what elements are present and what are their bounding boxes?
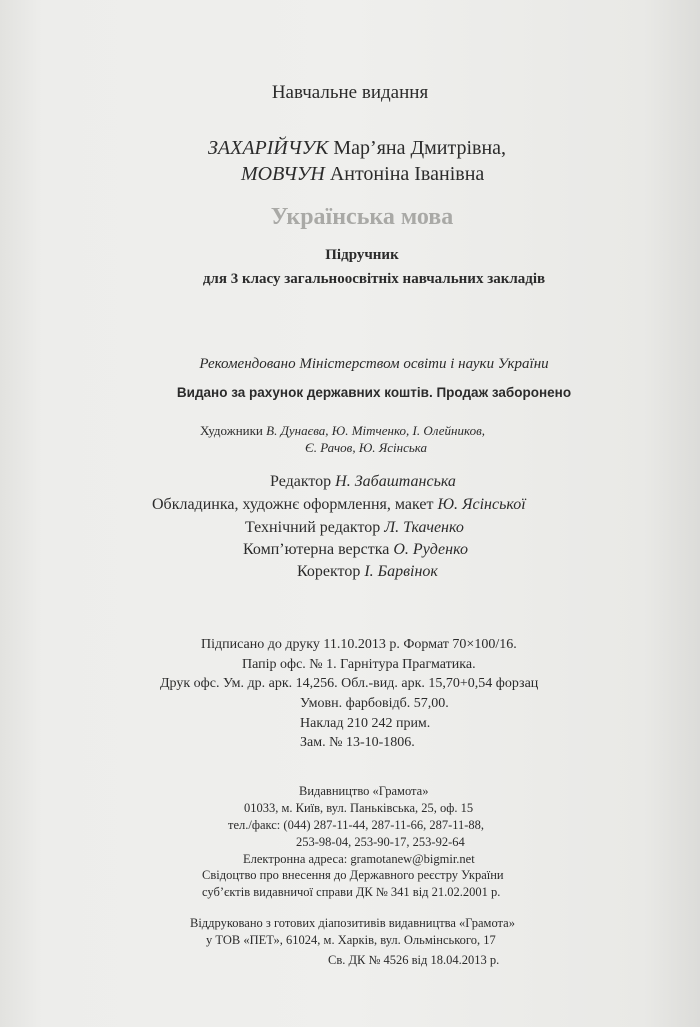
credit-person: Н. Забаштанська [335,473,456,490]
author-line-1 [208,137,506,160]
credit-person: О. Руденко [393,541,468,558]
publisher-line: Видавництво «Грамота» [299,784,429,798]
print-info-line: Зам. № 13-10-1806. [300,735,415,750]
book-title: Українська мова [270,204,454,230]
artists-label: Художники [200,423,267,438]
ministry-recommendation: Рекомендовано Міністерством освіти і науки України [199,356,549,372]
credit-layout [243,541,468,559]
print-info-line: Умовн. фарбовідб. 57,00. [300,696,449,711]
state-funded-notice: Видано за рахунок державних коштів. Продаж заборонено [176,385,572,400]
print-info-line: Підписано до друку 11.10.2013 р. Формат 70×100/16. [201,637,517,652]
artists-line-1 [200,423,485,439]
author-name: Мар’яна Дмитрівна, [328,137,507,159]
subtitle-textbook: Підручник [325,247,399,263]
subtitle-grade: для 3 класу загальноосвітніх навчальних закладів [202,271,546,287]
artists-names: В. Дунаєва, Ю. Мітченко, І. Олейников, [266,423,485,438]
credit-role: Обкладинка, художнє оформлення, макет [152,496,438,513]
edition-type: Навчальне видання [271,82,429,103]
print-info-line: Папір офс. № 1. Гарнітура Прагматика. [242,657,476,672]
credit-role: Редактор [270,473,336,490]
credit-role: Технічний редактор [245,519,385,536]
publisher-line: суб’єктів видавничої справи ДК № 341 від 21.02.2001 р. [202,885,501,899]
author-name: Антоніна Іванівна [324,163,485,185]
credit-editor [270,473,456,491]
publisher-line: 253-98-04, 253-90-17, 253-92-64 [296,835,465,849]
credit-role: Коректор [297,563,365,580]
publisher-line: тел./факс: (044) 287-11-44, 287-11-66, 287-11-88, [228,818,485,832]
publisher-line: 01033, м. Київ, вул. Паньківська, 25, оф. 15 [244,801,474,815]
credit-person: Ю. Ясінської [437,496,526,513]
credit-person: Л. Ткаченко [384,519,464,536]
credit-proofreader [297,563,438,581]
printer-line: Св. ДК № 4526 від 18.04.2013 р. [328,953,500,967]
credit-role: Комп’ютерна верстка [243,541,394,558]
author-surname: ЗАХАРІЙЧУК [208,137,329,159]
credit-cover [152,496,526,514]
printer-line: у ТОВ «ПЕТ», 61024, м. Харків, вул. Ольмінського, 17 [206,933,496,947]
publisher-line: Електронна адреса: gramotanew@bigmir.net [243,852,475,866]
print-info-line: Наклад 210 242 прим. [300,716,431,731]
credit-tech-editor [245,519,464,537]
publisher-line: Свідоцтво про внесення до Державного реєстру України [202,868,504,882]
print-info-line: Друк офс. Ум. др. арк. 14,256. Обл.-вид. арк. 15,70+0,54 форзац [160,676,539,691]
author-line-2 [241,163,484,186]
credit-person: І. Барвінок [364,563,438,580]
artists-line-2: Є. Рачов, Ю. Ясінська [305,440,428,455]
printer-line: Віддруковано з готових діапозитивів видавництва «Грамота» [190,916,515,930]
author-surname: МОВЧУН [241,163,325,185]
